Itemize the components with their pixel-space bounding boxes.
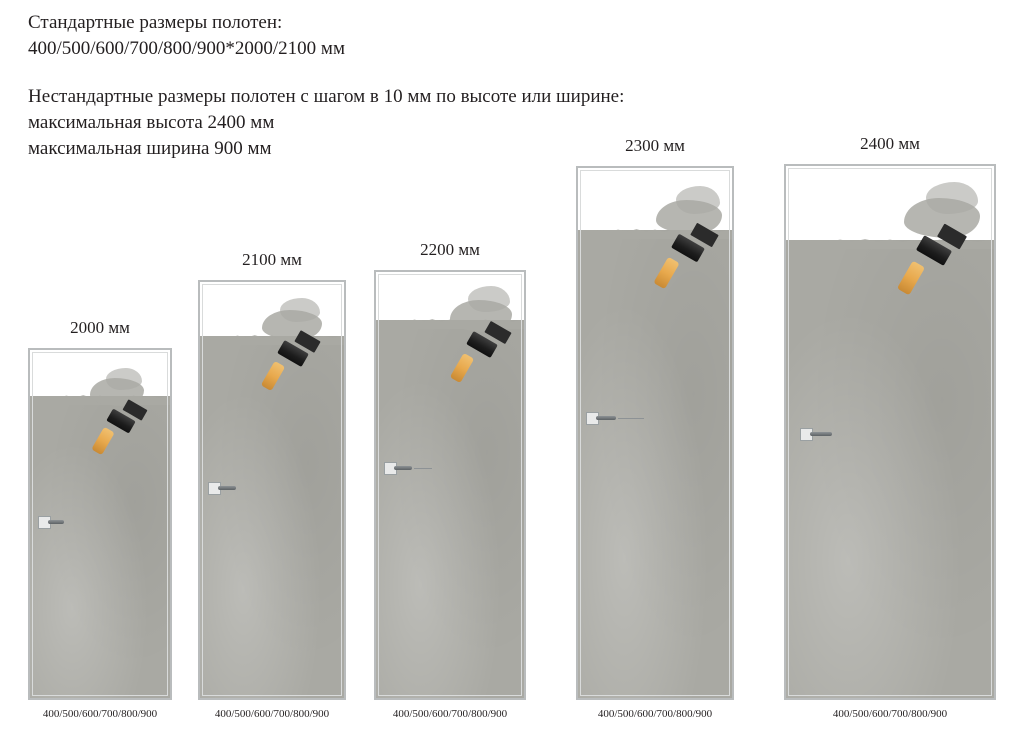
- lever-bar: [810, 432, 832, 436]
- standard-sizes-values: 400/500/600/700/800/900*2000/2100 мм: [28, 38, 345, 59]
- door-item-2400: [784, 134, 996, 720]
- brush-handle: [653, 257, 679, 289]
- paint-smear: [106, 368, 142, 390]
- door-width-caption: 400/500/600/700/800/900: [392, 708, 508, 720]
- door-frame-2200: [374, 270, 526, 700]
- painted-surface: [578, 230, 732, 698]
- door-width-caption: 400/500/600/700/800/900: [597, 708, 713, 720]
- lever-bar: [596, 416, 616, 420]
- door-width-caption: 400/500/600/700/800/900: [832, 708, 948, 720]
- door-item-2000: [28, 318, 172, 720]
- paint-brush-icon: [898, 218, 980, 294]
- door-label-2200: 2200 мм: [420, 240, 480, 259]
- standard-sizes-title: Стандартные размеры полотен:: [28, 12, 283, 33]
- brush-handle: [91, 427, 114, 456]
- paint-brush-icon: [654, 218, 730, 288]
- brush-handle: [261, 361, 285, 391]
- door-label-2100: 2100 мм: [242, 250, 302, 269]
- door-frame-2400: [784, 164, 996, 700]
- door-item-2200: [374, 240, 526, 720]
- paint-smear: [926, 182, 978, 214]
- door-label-2300: 2300 мм: [625, 136, 685, 155]
- paint-brush-icon: [92, 394, 158, 454]
- painted-surface: [786, 240, 994, 698]
- paint-smear: [468, 286, 510, 312]
- paint-brush-icon: [450, 316, 522, 382]
- door-frame-2100: [198, 280, 346, 700]
- door-lever-handle: [384, 462, 454, 475]
- custom-sizes-title: Нестандартные размеры полотен с шагом в 10 мм по высоте или ширине:: [28, 86, 625, 107]
- brush-handle: [897, 261, 925, 296]
- custom-max-height: максимальная высота 2400 мм: [28, 112, 275, 133]
- door-label-2000: 2000 мм: [70, 318, 130, 337]
- door-item-2300: [576, 136, 734, 720]
- door-frame-2000: [28, 348, 172, 700]
- door-width-caption: 400/500/600/700/800/900: [42, 708, 158, 720]
- door-lever-handle: [586, 412, 666, 425]
- door-width-caption: 400/500/600/700/800/900: [214, 708, 330, 720]
- custom-max-width: максимальная ширина 900 мм: [28, 138, 272, 159]
- painted-surface: [200, 336, 344, 698]
- lever-strike-line: [618, 418, 644, 419]
- door-lever-handle: [208, 482, 268, 495]
- lever-bar: [48, 520, 64, 524]
- door-lever-handle: [800, 428, 860, 441]
- brush-handle: [450, 353, 474, 383]
- lever-bar: [394, 466, 412, 470]
- lever-bar: [218, 486, 236, 490]
- door-lever-handle: [38, 516, 78, 529]
- paint-smear: [676, 186, 720, 214]
- paint-smear: [280, 298, 320, 322]
- paint-brush-icon: [262, 326, 332, 390]
- lever-strike-line: [414, 468, 432, 469]
- door-frame-2300: [576, 166, 734, 700]
- door-item-2100: [198, 250, 346, 720]
- door-label-2400: 2400 мм: [860, 134, 920, 153]
